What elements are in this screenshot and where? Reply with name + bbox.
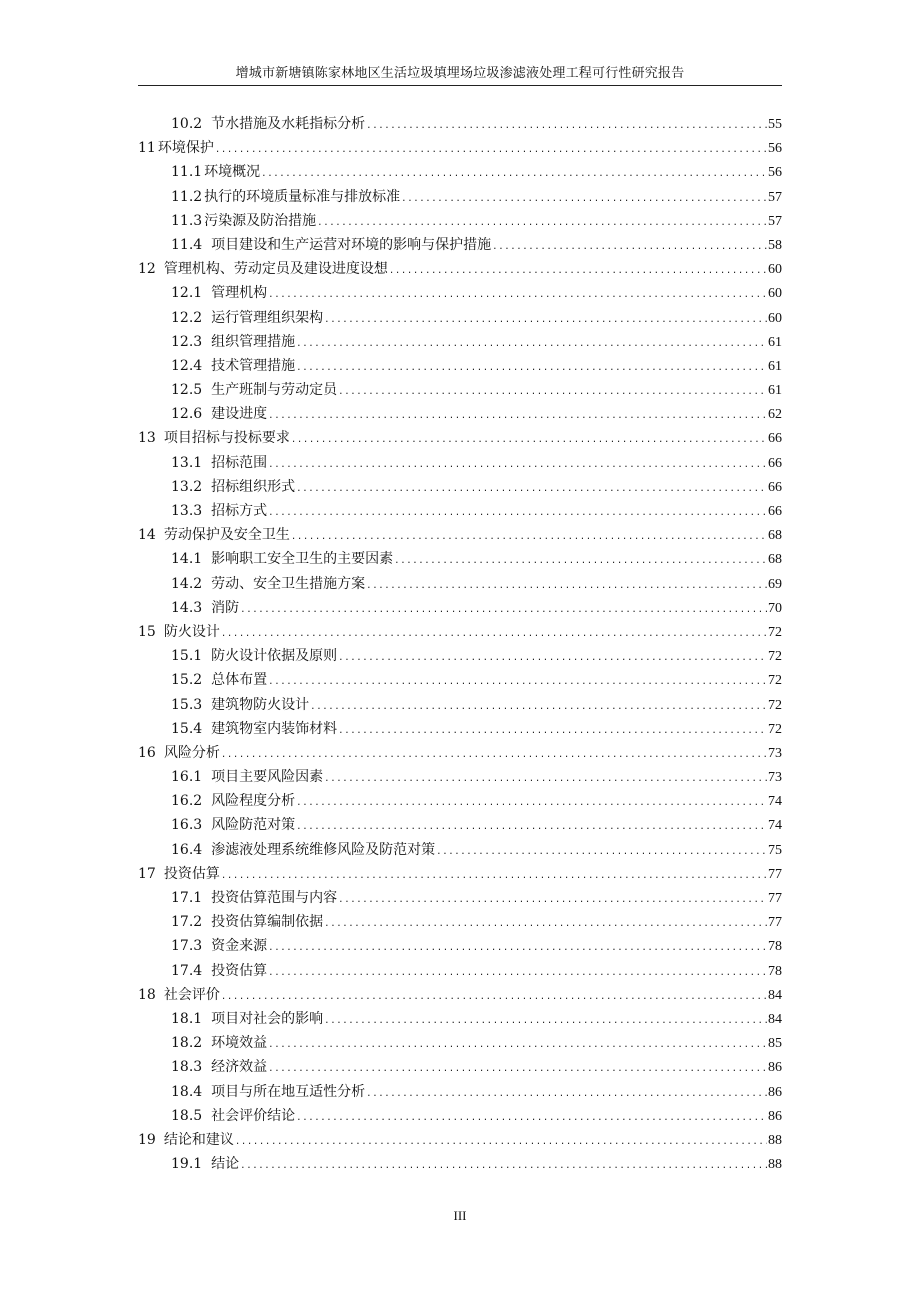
toc-section-entry[interactable] — [138, 475, 782, 499]
toc-section-entry[interactable] — [138, 644, 782, 668]
toc-section-entry[interactable] — [138, 1080, 782, 1104]
toc-entry-title: 生产班制与劳动定员 — [211, 382, 338, 399]
toc-dot-leader — [240, 598, 767, 622]
toc-entry-page: 72 — [768, 697, 782, 713]
toc-entry-number: 16.4 — [171, 841, 203, 858]
toc-section-entry[interactable] — [138, 668, 782, 692]
toc-entry-title: 社会评价结论 — [211, 1107, 296, 1124]
toc-entry-page: 86 — [768, 1084, 782, 1100]
toc-dot-leader — [221, 985, 767, 1009]
toc-entry-page: 77 — [768, 891, 782, 906]
toc-entry-page: 60 — [768, 262, 782, 278]
toc-entry-title: 管理机构 — [211, 285, 268, 302]
toc-entry-page: 56 — [768, 165, 782, 181]
toc-section-entry[interactable] — [138, 233, 782, 257]
toc-entry-page: 68 — [768, 528, 782, 544]
toc-entry-title: 风险分析 — [163, 744, 220, 761]
toc-entry-number: 15.2 — [171, 672, 203, 689]
toc-chapter-entry[interactable] — [138, 862, 782, 886]
toc-entry-title: 项目对社会的影响 — [211, 1010, 324, 1027]
toc-dot-leader — [310, 695, 767, 719]
toc-dot-leader — [296, 477, 767, 501]
toc-entry-number: 14 — [138, 527, 156, 544]
toc-entry-title: 投资估算 — [211, 962, 268, 979]
toc-section-entry[interactable] — [138, 402, 782, 426]
toc-dot-leader — [221, 864, 767, 888]
toc-chapter-entry[interactable] — [138, 620, 782, 644]
toc-dot-leader — [240, 1154, 767, 1178]
toc-chapter-entry[interactable] — [138, 426, 782, 450]
toc-entry-number: 12.2 — [171, 309, 203, 326]
toc-entry-number: 16.1 — [171, 769, 203, 786]
toc-entry-title: 污染源及防治措施 — [204, 212, 317, 229]
toc-section-entry[interactable] — [138, 160, 782, 184]
toc-entry-number: 15.1 — [171, 648, 203, 665]
toc-entry-title: 防火设计依据及原则 — [211, 648, 338, 665]
toc-dot-leader — [296, 815, 767, 839]
toc-dot-leader — [324, 308, 767, 332]
toc-entry-title: 环境保护 — [157, 140, 214, 157]
toc-entry-page: 86 — [768, 1060, 782, 1076]
toc-dot-leader — [366, 114, 767, 138]
toc-entry-number: 16 — [138, 744, 156, 761]
toc-entry-page: 69 — [768, 576, 782, 592]
toc-entry-page: 88 — [768, 1132, 782, 1148]
toc-entry-number: 14.2 — [171, 575, 203, 592]
toc-dot-leader — [261, 162, 767, 186]
toc-entry-number: 12.3 — [171, 333, 203, 350]
toc-entry-number: 10.2 — [171, 116, 203, 132]
toc-section-entry[interactable] — [138, 112, 782, 136]
toc-dot-leader — [221, 743, 767, 767]
toc-entry-title: 执行的环境质量标准与排放标准 — [204, 188, 401, 205]
toc-section-entry[interactable] — [138, 838, 782, 862]
toc-entry-title: 项目招标与投标要求 — [163, 430, 290, 447]
toc-section-entry[interactable] — [138, 765, 782, 789]
toc-entry-title: 投资估算 — [163, 865, 220, 882]
toc-entry-page: 66 — [768, 479, 782, 495]
toc-section-entry[interactable] — [138, 1104, 782, 1128]
toc-entry-number: 13.3 — [171, 503, 203, 519]
toc-dot-leader — [268, 453, 767, 477]
toc-entry-number: 16.3 — [171, 817, 203, 834]
toc-entry-title: 渗滤液处理系统维修风险及防范对策 — [211, 841, 436, 858]
toc-section-entry[interactable] — [138, 209, 782, 233]
toc-dot-leader — [291, 428, 767, 452]
toc-section-entry[interactable] — [138, 934, 782, 958]
toc-entry-title: 环境效益 — [211, 1035, 268, 1052]
toc-dot-leader — [394, 549, 767, 573]
toc-entry-number: 13.2 — [171, 478, 203, 495]
toc-entry-title: 劳动、安全卫生措施方案 — [211, 575, 366, 592]
toc-dot-leader — [268, 404, 767, 428]
toc-entry-title: 资金来源 — [211, 938, 268, 955]
toc-entry-number: 11.2 — [171, 188, 203, 205]
toc-entry-title: 组织管理措施 — [211, 333, 296, 350]
toc-entry-title: 投资估算编制依据 — [211, 914, 324, 931]
toc-entry-title: 建筑物防火设计 — [211, 696, 310, 713]
toc-entry-number: 11 — [138, 140, 156, 157]
toc-entry-title: 投资估算范围与内容 — [211, 890, 338, 906]
toc-entry-page: 72 — [768, 624, 782, 640]
toc-entry-page: 74 — [768, 818, 782, 834]
header-rule — [138, 85, 782, 86]
toc-section-entry[interactable] — [138, 886, 782, 910]
toc-chapter-entry[interactable] — [138, 741, 782, 765]
toc-entry-number: 12 — [138, 261, 156, 278]
toc-entry-number: 15.3 — [171, 696, 203, 713]
toc-entry-title: 影响职工安全卫生的主要因素 — [211, 551, 394, 568]
toc-entry-page: 55 — [768, 117, 782, 132]
toc-section-entry[interactable] — [138, 1055, 782, 1079]
toc-dot-leader — [268, 501, 767, 525]
toc-entry-title: 防火设计 — [163, 623, 220, 640]
toc-entry-number: 12.6 — [171, 406, 203, 423]
toc-entry-number: 19.1 — [171, 1156, 203, 1173]
toc-entry-page: 72 — [768, 721, 782, 737]
toc-section-entry[interactable] — [138, 693, 782, 717]
toc-entry-title: 消防 — [211, 599, 240, 616]
toc-entry-title: 招标组织形式 — [211, 478, 296, 495]
toc-dot-leader — [324, 1009, 767, 1033]
toc-section-entry[interactable] — [138, 596, 782, 620]
toc-section-entry[interactable] — [138, 281, 782, 305]
toc-dot-leader — [296, 356, 767, 380]
toc-dot-leader — [401, 187, 767, 211]
toc-entry-number: 13.1 — [171, 454, 203, 471]
page-number: III — [453, 1208, 467, 1223]
toc-entry-page: 66 — [768, 431, 782, 447]
toc-entry-page: 84 — [768, 1011, 782, 1027]
toc-dot-leader — [436, 840, 767, 864]
toc-section-entry[interactable] — [138, 1007, 782, 1031]
toc-entry-number: 13 — [138, 430, 156, 447]
toc-dot-leader — [338, 646, 767, 670]
toc-entry-number: 17.4 — [171, 962, 203, 979]
toc-entry-page: 77 — [768, 866, 782, 882]
toc-dot-leader — [268, 1033, 767, 1057]
toc-chapter-entry[interactable] — [138, 523, 782, 547]
toc-dot-leader — [296, 791, 767, 815]
toc-entry-number: 18 — [138, 986, 156, 1003]
toc-section-entry[interactable] — [138, 547, 782, 571]
toc-dot-leader — [235, 1130, 767, 1154]
toc-entry-page: 62 — [768, 407, 782, 423]
toc-entry-title: 招标方式 — [211, 503, 268, 519]
toc-entry-page: 78 — [768, 939, 782, 955]
toc-entry-number: 14.1 — [171, 551, 203, 568]
toc-section-entry[interactable] — [138, 959, 782, 983]
toc-entry-page: 61 — [768, 358, 782, 374]
table-of-contents — [138, 112, 782, 1176]
toc-dot-leader — [366, 1082, 767, 1106]
toc-dot-leader — [324, 912, 767, 936]
toc-entry-number: 18.3 — [171, 1059, 203, 1076]
toc-entry-page: 77 — [768, 915, 782, 931]
toc-dot-leader — [366, 574, 767, 598]
toc-entry-page: 73 — [768, 770, 782, 786]
toc-entry-number: 15 — [138, 623, 156, 640]
toc-entry-title: 总体布置 — [211, 672, 268, 689]
toc-dot-leader — [268, 936, 767, 960]
toc-entry-title: 管理机构、劳动定员及建设进度设想 — [163, 261, 388, 278]
toc-entry-number: 18.4 — [171, 1083, 203, 1100]
toc-entry-title: 劳动保护及安全卫生 — [163, 527, 290, 544]
toc-entry-title: 结论和建议 — [163, 1131, 234, 1148]
toc-entry-page: 58 — [768, 237, 782, 253]
toc-entry-number: 15.4 — [171, 720, 203, 737]
toc-entry-page: 73 — [768, 745, 782, 761]
toc-entry-page: 75 — [768, 842, 782, 858]
toc-section-entry[interactable] — [138, 1031, 782, 1055]
toc-entry-title: 经济效益 — [211, 1059, 268, 1076]
toc-entry-number: 18.5 — [171, 1107, 203, 1124]
toc-section-entry[interactable] — [138, 451, 782, 475]
toc-entry-number: 11.4 — [171, 236, 203, 253]
toc-chapter-entry[interactable] — [138, 257, 782, 281]
toc-entry-number: 11.3 — [171, 212, 203, 229]
toc-entry-title: 风险防范对策 — [211, 817, 296, 834]
toc-entry-number: 17.2 — [171, 914, 203, 931]
toc-entry-page: 57 — [768, 189, 782, 205]
toc-entry-page: 78 — [768, 963, 782, 979]
toc-dot-leader — [268, 1057, 767, 1081]
toc-entry-page: 57 — [768, 213, 782, 229]
toc-entry-number: 19 — [138, 1131, 156, 1148]
toc-entry-page: 72 — [768, 649, 782, 665]
toc-entry-page: 84 — [768, 987, 782, 1003]
toc-dot-leader — [389, 259, 767, 283]
toc-entry-title: 项目与所在地互适性分析 — [211, 1083, 366, 1100]
toc-chapter-entry[interactable] — [138, 983, 782, 1007]
toc-section-entry[interactable] — [138, 717, 782, 741]
toc-entry-page: 56 — [768, 141, 782, 157]
toc-entry-number: 14.3 — [171, 599, 203, 616]
toc-dot-leader — [268, 283, 767, 307]
toc-entry-title: 项目主要风险因素 — [211, 769, 324, 786]
toc-dot-leader — [338, 719, 767, 743]
toc-entry-title: 环境概况 — [204, 164, 261, 181]
toc-entry-number: 18.2 — [171, 1035, 203, 1052]
toc-entry-page: 85 — [768, 1036, 782, 1052]
toc-section-entry[interactable] — [138, 354, 782, 378]
toc-entry-page: 61 — [768, 383, 782, 399]
toc-entry-title: 运行管理组织架构 — [211, 309, 324, 326]
toc-entry-number: 12.1 — [171, 285, 203, 302]
toc-entry-number: 16.2 — [171, 793, 203, 810]
toc-section-entry[interactable] — [138, 789, 782, 813]
toc-entry-page: 74 — [768, 794, 782, 810]
toc-dot-leader — [296, 1106, 767, 1130]
toc-entry-page: 88 — [768, 1157, 782, 1173]
toc-dot-leader — [317, 211, 767, 235]
toc-dot-leader — [268, 961, 767, 985]
toc-dot-leader — [291, 525, 767, 549]
toc-section-entry[interactable] — [138, 378, 782, 402]
toc-dot-leader — [338, 888, 767, 912]
toc-entry-title: 建设进度 — [211, 406, 268, 423]
toc-entry-title: 招标范围 — [211, 454, 268, 471]
toc-dot-leader — [492, 235, 767, 259]
toc-entry-page: 61 — [768, 334, 782, 350]
toc-entry-page: 66 — [768, 455, 782, 471]
toc-section-entry[interactable] — [138, 330, 782, 354]
toc-entry-number: 18.1 — [171, 1010, 203, 1027]
toc-entry-number: 12.5 — [171, 382, 203, 399]
running-header: 增城市新塘镇陈家林地区生活垃圾填埋场垃圾渗滤液处理工程可行性研究报告 — [235, 66, 685, 81]
toc-entry-page: 66 — [768, 504, 782, 519]
toc-chapter-entry[interactable] — [138, 136, 782, 160]
toc-section-entry[interactable] — [138, 1152, 782, 1176]
toc-section-entry[interactable] — [138, 813, 782, 837]
toc-entry-title: 建筑物室内装饰材料 — [211, 720, 338, 737]
toc-dot-leader — [324, 767, 767, 791]
toc-entry-number: 17 — [138, 865, 156, 882]
toc-entry-number: 17.3 — [171, 938, 203, 955]
toc-dot-leader — [221, 622, 767, 646]
toc-entry-title: 风险程度分析 — [211, 793, 296, 810]
toc-entry-page: 70 — [768, 600, 782, 616]
toc-entry-page: 60 — [768, 286, 782, 302]
toc-section-entry[interactable] — [138, 499, 782, 523]
toc-entry-page: 60 — [768, 310, 782, 326]
toc-dot-leader — [215, 138, 767, 162]
toc-entry-page: 86 — [768, 1108, 782, 1124]
toc-entry-number: 17.1 — [171, 890, 203, 906]
toc-entry-title: 技术管理措施 — [211, 357, 296, 374]
toc-section-entry[interactable] — [138, 910, 782, 934]
toc-dot-leader — [338, 380, 767, 404]
toc-entry-title: 项目建设和生产运营对环境的影响与保护措施 — [211, 236, 492, 253]
toc-entry-title: 结论 — [211, 1156, 240, 1173]
toc-dot-leader — [296, 332, 767, 356]
toc-entry-page: 68 — [768, 552, 782, 568]
toc-entry-number: 12.4 — [171, 357, 203, 374]
toc-section-entry[interactable] — [138, 572, 782, 596]
toc-entry-number: 11.1 — [171, 164, 203, 181]
toc-section-entry[interactable] — [138, 306, 782, 330]
toc-entry-title: 社会评价 — [163, 986, 220, 1003]
toc-dot-leader — [268, 670, 767, 694]
toc-entry-title: 节水措施及水耗指标分析 — [211, 116, 366, 132]
toc-entry-page: 72 — [768, 673, 782, 689]
toc-section-entry[interactable] — [138, 185, 782, 209]
toc-chapter-entry[interactable] — [138, 1128, 782, 1152]
